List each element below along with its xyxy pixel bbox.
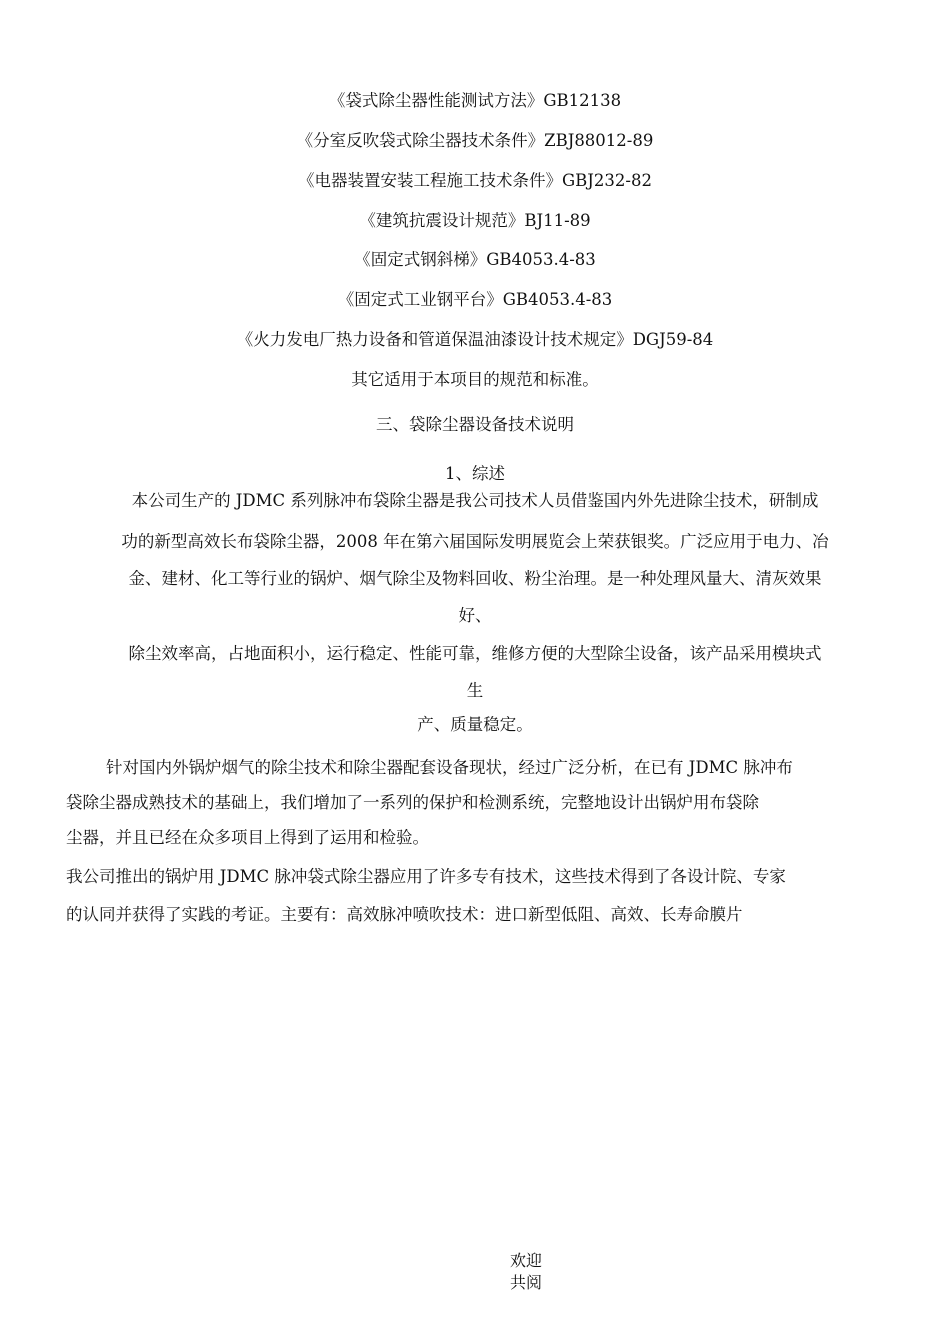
para2-line-1: 针对国内外锅炉烟气的除尘技术和除尘器配套设备现状，经过广泛分析，在已有 JDMC 脉冲布 <box>106 758 793 777</box>
standard-item-3: 《电器装置安装工程施工技术条件》GBJ232-82 <box>298 171 652 190</box>
overview-line-5: 除尘效率高，占地面积小，运行稳定、性能可靠，维修方便的大型除尘设备，该产品采用模块式 <box>128 644 822 663</box>
overview-line-3: 金、建材、化工等行业的锅炉、烟气除尘及物料回收、粉尘治理。是一种处理风量大、清灰效果 <box>128 569 822 588</box>
standard-item-1: 《袋式除尘器性能测试方法》GB12138 <box>328 91 622 110</box>
footer-line-1: 欢迎 <box>509 1251 542 1270</box>
overview-line-2: 功的新型高效长布袋除尘器，2008 年在第六届国际发明展览会上荣获银奖。广泛应用于电力、冶 <box>121 532 829 551</box>
para3-line-1: 我公司推出的锅炉用 JDMC 脉冲袋式除尘器应用了许多专有技术，这些技术得到了各设计院、专家 <box>66 867 786 886</box>
standard-item-4: 《建筑抗震设计规范》BJ11-89 <box>359 211 591 230</box>
standard-item-5: 《固定式钢斜梯》GB4053.4-83 <box>354 250 596 269</box>
overview-line-1: 本公司生产的 JDMC 系列脉冲布袋除尘器是我公司技术人员借鉴国内外先进除尘技术，研制成 <box>131 491 819 510</box>
para3-line-2: 的认同并获得了实践的考证。主要有：高效脉冲喷吹技术：进口新型低阻、高效、长寿命膜片 <box>66 905 743 924</box>
para2-line-3: 尘器，并且已经在众多项目上得到了运用和检验。 <box>66 828 429 847</box>
standard-item-6: 《固定式工业钢平台》GB4053.4-83 <box>337 290 613 309</box>
standard-item-8: 其它适用于本项目的规范和标准。 <box>351 370 599 389</box>
footer-line-2: 共阅 <box>509 1273 542 1292</box>
section-title: 三、袋除尘器设备技术说明 <box>376 415 574 434</box>
subsection-title: 1、综述 <box>445 464 505 483</box>
overview-line-7: 产、质量稳定。 <box>417 715 533 734</box>
overview-line-4: 好、 <box>458 606 492 625</box>
para2-line-2: 袋除尘器成熟技术的基础上，我们增加了一系列的保护和检测系统，完整地设计出锅炉用布袋除 <box>66 793 759 812</box>
overview-line-6: 生 <box>466 681 484 700</box>
standard-item-2: 《分室反吹袋式除尘器技术条件》ZBJ88012-89 <box>296 131 654 150</box>
standard-item-7: 《火力发电厂热力设备和管道保温油漆设计技术规定》DGJ59-84 <box>236 330 714 349</box>
